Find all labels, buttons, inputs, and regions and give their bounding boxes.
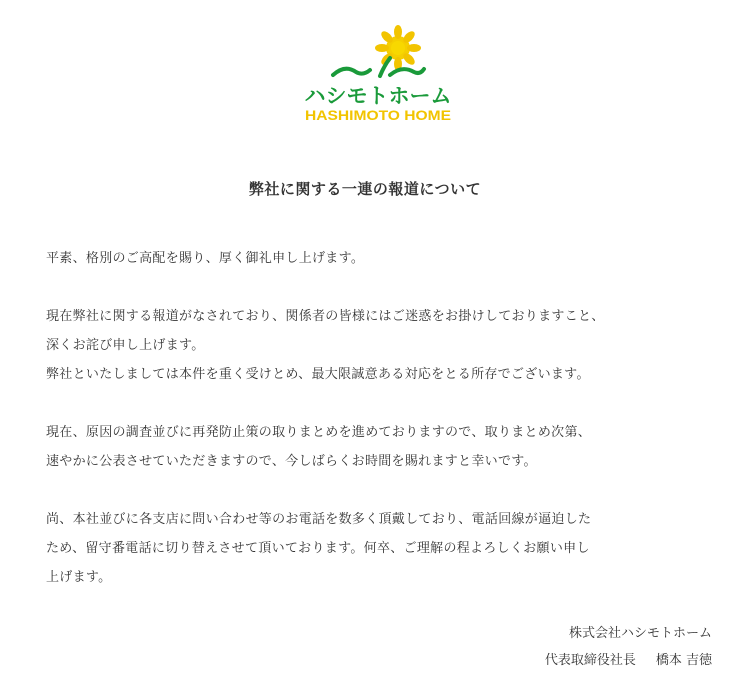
dandelion-logo-icon xyxy=(0,14,730,124)
paragraph-line: 深くお詫び申し上げます。 xyxy=(46,338,205,353)
paragraph-line: 速やかに公表させていただきますので、今しばらくお時間を賜れますと幸いです。 xyxy=(46,454,537,469)
page-title: 弊社に関する一連の報道について xyxy=(248,180,482,198)
paragraph-phone-notice xyxy=(46,505,706,592)
paragraph-investigation xyxy=(46,418,706,476)
company-logo[interactable] xyxy=(0,14,730,124)
paragraph-greeting xyxy=(46,244,706,273)
dandelion-flower-icon xyxy=(375,25,421,71)
signature-company: 株式会社ハシモトホーム xyxy=(568,626,712,641)
paragraph-line: 平素、格別のご高配を賜り、厚く御礼申し上げます。 xyxy=(46,251,365,266)
paragraph-line: 尚、本社並びに各支店に問い合わせ等のお電話を数多く頂戴しており、電話回線が逼迫した xyxy=(46,512,592,527)
paragraph-line: 現在弊社に関する報道がなされており、関係者の皆様にはご迷惑をお掛けしておりますこと、 xyxy=(46,309,605,324)
logo-kana-text: ハシモトホーム xyxy=(304,84,452,108)
paragraph-line: 弊社といたしましては本件を重く受けとめ、最大限誠意ある対応をとる所存でございます。 xyxy=(46,367,590,382)
signature-block xyxy=(545,620,712,674)
paragraph-apology xyxy=(46,302,706,389)
logo-english-text: HASHIMOTO HOME xyxy=(305,107,451,123)
signature-position: 代表取締役社長 xyxy=(544,653,636,668)
paragraph-line: 上げます。 xyxy=(46,570,112,585)
signature-name: 橋本 吉徳 xyxy=(655,653,712,668)
paragraph-line: ため、留守番電話に切り替えさせて頂いております。何卒、ご理解の程よろしくお願い申し xyxy=(46,541,590,556)
signature-person-line xyxy=(545,647,712,674)
paragraph-line: 現在、原因の調査並びに再発防止策の取りまとめを進めておりますので、取りまとめ次第、 xyxy=(46,425,592,440)
